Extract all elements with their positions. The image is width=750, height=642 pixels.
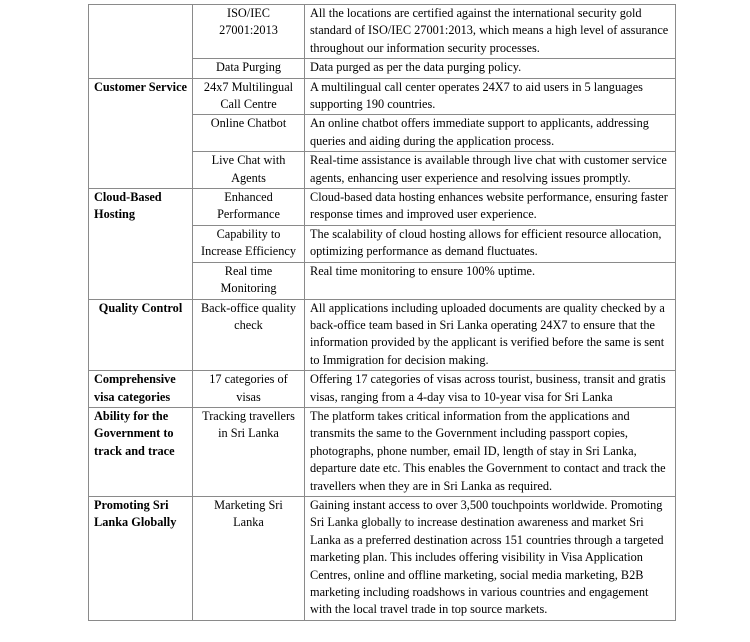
category-cell-customer-service: Customer Service — [89, 78, 193, 188]
feature-cell-live-chat: Live Chat with Agents — [193, 152, 305, 189]
feature-cell-efficiency: Capability to Increase Efficiency — [193, 225, 305, 262]
description-cell-17-categories: Offering 17 categories of visas across tourist, business, transit and gratis visas, ranging from a 4-day visa to 10-year visa for Sri Lanka — [305, 371, 676, 408]
category-cell-quality-control: Quality Control — [89, 299, 193, 371]
category-cell-cloud-hosting: Cloud-Based Hosting — [89, 189, 193, 299]
description-cell-monitoring: Real time monitoring to ensure 100% uptime. — [305, 262, 676, 299]
table-row — [89, 189, 676, 226]
feature-cell-call-centre: 24x7 Multilingual Call Centre — [193, 78, 305, 115]
description-cell-iso: All the locations are certified against the international security gold standard of ISO/IEC 27001:2013, which means a high level of assurance throughout our information security processes. — [305, 5, 676, 59]
table-row — [89, 299, 676, 371]
category-cell-promoting: Promoting Sri Lanka Globally — [89, 496, 193, 620]
table-row — [89, 407, 676, 496]
category-cell-security-continued — [89, 5, 193, 79]
description-cell-live-chat: Real-time assistance is available through live chat with customer service agents, enhancing user experience and resolving issues promptly. — [305, 152, 676, 189]
description-cell-efficiency: The scalability of cloud hosting allows for efficient resource allocation, optimizing performance as demand fluctuates. — [305, 225, 676, 262]
description-cell-call-centre: A multilingual call center operates 24X7 to aid users in 5 languages supporting 190 countries. — [305, 78, 676, 115]
description-cell-back-office: All applications including uploaded documents are quality checked by a back-office team based in Sri Lanka operating 24X7 to ensure that the information provided by the applicant is verified before the same is sent to Immigration for decision making. — [305, 299, 676, 371]
category-cell-track-trace: Ability for the Government to track and trace — [89, 407, 193, 496]
feature-cell-17-categories: 17 categories of visas — [193, 371, 305, 408]
feature-cell-monitoring: Real time Monitoring — [193, 262, 305, 299]
description-cell-chatbot: An online chatbot offers immediate support to applicants, addressing queries and aiding during the application process. — [305, 115, 676, 152]
description-cell-marketing: Gaining instant access to over 3,500 touchpoints worldwide. Promoting Sri Lanka globally to increase destination awareness and market Sri Lanka as a preferred destination across 151 countries through a targeted marketing plan. This includes offering visibility in Visa Application Centres, online and offline marketing, social media marketing, B2B marketing including roadshows in various countries and engagement with the local travel trade in top source markets. — [305, 496, 676, 620]
table-row — [89, 5, 676, 59]
category-cell-visa-categories: Comprehensive visa categories — [89, 371, 193, 408]
table-row — [89, 78, 676, 115]
description-cell-enhanced-performance: Cloud-based data hosting enhances website performance, ensuring faster response times and improved user experience. — [305, 189, 676, 226]
feature-cell-enhanced-performance: Enhanced Performance — [193, 189, 305, 226]
feature-cell-iso: ISO/IEC 27001:2013 — [193, 5, 305, 59]
feature-cell-back-office: Back-office quality check — [193, 299, 305, 371]
table-row — [89, 496, 676, 620]
feature-cell-tracking: Tracking travellers in Sri Lanka — [193, 407, 305, 496]
feature-cell-marketing: Marketing Sri Lanka — [193, 496, 305, 620]
description-cell-tracking: The platform takes critical information from the applications and transmits the same to the Government including passport copies, photographs, phone number, email ID, length of stay in Sri Lanka, departure date etc. This enables the Government to contact and track the travellers when they are in Sri Lanka as required. — [305, 407, 676, 496]
feature-cell-chatbot: Online Chatbot — [193, 115, 305, 152]
feature-cell-data-purging: Data Purging — [193, 59, 305, 78]
table-row — [89, 371, 676, 408]
features-table — [88, 4, 676, 621]
description-cell-data-purging: Data purged as per the data purging policy. — [305, 59, 676, 78]
